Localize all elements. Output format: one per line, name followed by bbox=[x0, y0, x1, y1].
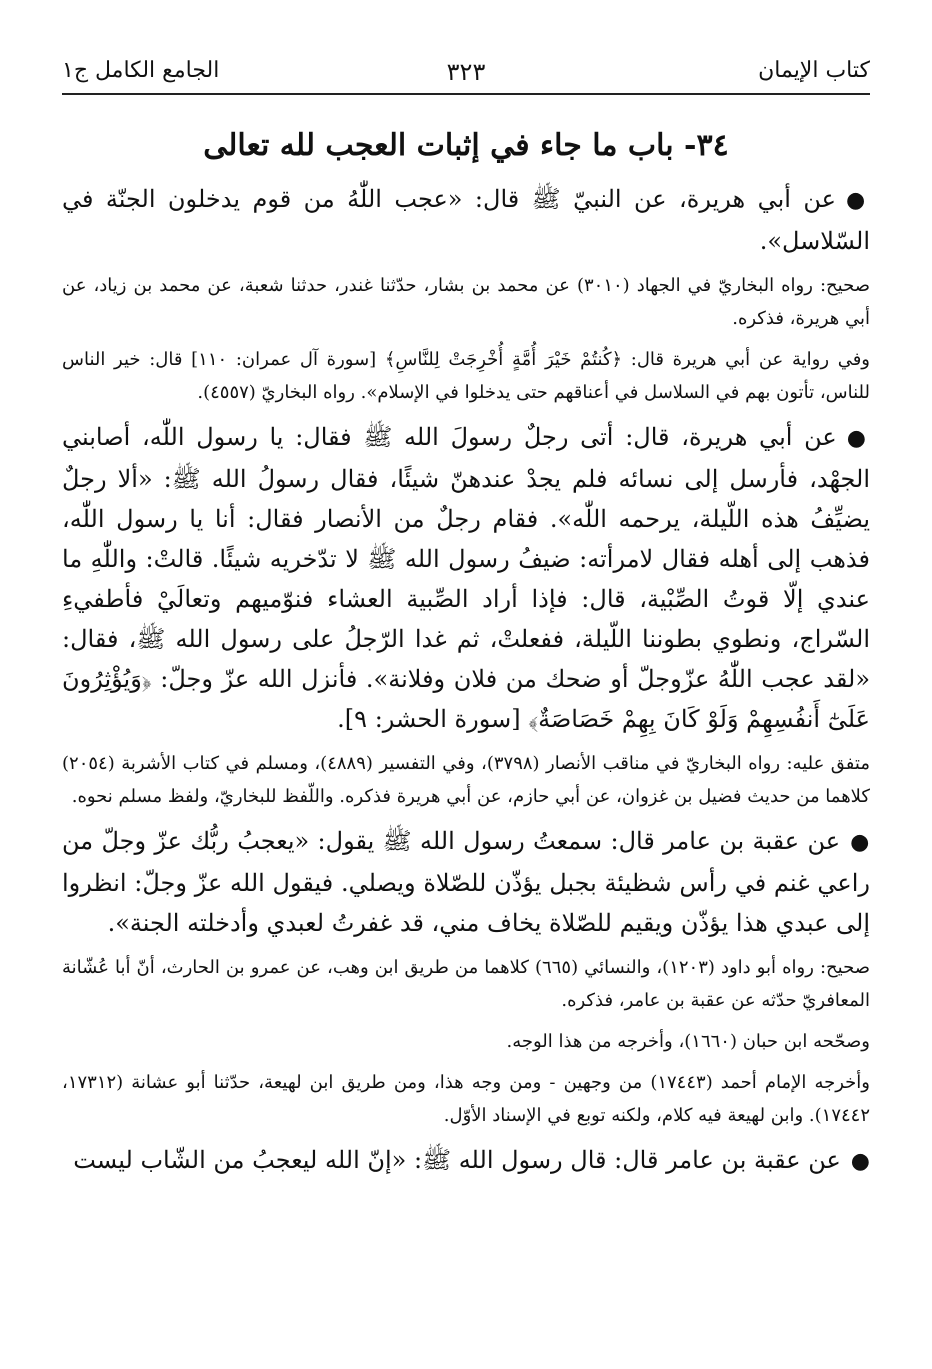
commentary-paragraph bbox=[62, 747, 870, 813]
paragraph-text: عن أبي هريرة، قال: أتى رجلٌ رسولَ الله ﷺ فقال: يا رسول اللّٰه، أصابني الجهْد، فأرسل إلى نسائه فلم يجدْ عندهنّ شيئًا، فقال رسولُ الله ﷺ: «ألا رجلٌ يضيِّفُ هذه اللّيلة، يرحمه اللّٰه». فقام رجلٌ من الأنصار فقال: أنا يا رسول اللّٰه، فذهب إلى أهله فقال لامرأته: ضيفُ رسول الله ﷺ لا تدّخريه شيئًا. قالتْ: واللّٰهِ ما عندي إلّا قوتُ الصِّبْية، قال: فإذا أراد الصِّبية العشاء فنوّميهم وتعالَيْ فأطفيءِ السّراج، ونطوي بطوننا اللّيلة، ففعلتْ، ثم غدا الرّجلُ على رسول الله ﷺ، فقال: «لقد عجب اللّٰهُ عزّوجلّ أو ضحك من فلان وفلانة». فأنزل الله عزّ وجلّ: ﴿وَيُؤْثِرُونَ عَلَىٰٓ أَنفُسِهِمْ وَلَوْ كَانَ بِهِمْ خَصَاصَةٌ﴾ [سورة الحشر: ٩]. bbox=[62, 423, 870, 733]
paragraph-text: عن عقبة بن عامر قال: سمعتُ رسول الله ﷺ يقول: «يعجبُ ربُّك عزّ وجلّ من راعي غنم في رأس شظيئة بجبل يؤذّن للصّلاة ويصلي. فيقول الله عزّ وجلّ: انظروا إلى عبدي هذا يؤذّن ويقيم للصّلاة يخاف مني، قد غفرتُ لعبدي وأدخلته الجنة». bbox=[62, 827, 870, 937]
hadith-paragraph bbox=[62, 417, 870, 739]
hadith-paragraph bbox=[62, 179, 870, 261]
header-book-title: كتاب الإيمان bbox=[758, 58, 870, 83]
commentary-paragraph bbox=[62, 1025, 870, 1058]
commentary-paragraph bbox=[62, 343, 870, 409]
bullet-icon: ● bbox=[850, 1149, 870, 1174]
paragraph-text: صحيح: رواه البخاريّ في الجهاد (٣٠١٠) عن محمد بن بشار، حدّثنا غندر، حدثنا شعبة، عن محمد بن زياد، عن أبي هريرة، فذكره. bbox=[62, 275, 870, 329]
commentary-paragraph bbox=[62, 269, 870, 335]
bullet-icon: ● bbox=[846, 188, 871, 213]
hadith-paragraph bbox=[62, 1140, 870, 1182]
paragraph-text: متفق عليه: رواه البخاريّ في مناقب الأنصار (٣٧٩٨)، وفي التفسير (٤٨٨٩)، ومسلم في كتاب الأشربة (٢٠٥٤) كلاهما من حديث فضيل بن غزوان، عن أبي حازم، عن أبي هريرة فذكره. واللّفظ للبخاريّ، ولفظ مسلم نحوه. bbox=[62, 753, 870, 807]
paragraph-text: عن أبي هريرة، عن النبيّ ﷺ قال: «عجب اللّٰهُ من قوم يدخلون الجنّة في السّلاسل». bbox=[62, 185, 870, 255]
paragraph-text: عن عقبة بن عامر قال: قال رسول الله ﷺ: «إنّ الله ليعجبُ من الشّاب ليست bbox=[73, 1146, 841, 1174]
header-volume: الجامع الكامل ج١ bbox=[62, 58, 220, 83]
commentary-paragraph bbox=[62, 1066, 870, 1132]
paragraph-text: وصحّحه ابن حبان (١٦٦٠)، وأخرجه من هذا الوجه. bbox=[506, 1031, 870, 1052]
page-body bbox=[62, 118, 870, 1190]
commentary-paragraph bbox=[62, 951, 870, 1017]
hadith-paragraph bbox=[62, 821, 870, 943]
running-header bbox=[62, 52, 870, 92]
paragraph-text: صحيح: رواه أبو داود (١٢٠٣)، والنسائي (٦٦٥) كلاهما من طريق ابن وهب، عن عمرو بن الحارث، أنّ أبا عُشّانة المعافريّ حدّثه عن عقبة بن عامر، فذكره. bbox=[62, 957, 871, 1011]
paragraph-text: وفي رواية عن أبي هريرة قال: ﴿كُنتُمْ خَيْرَ أُمَّةٍ أُخْرِجَتْ لِلنَّاسِ﴾ [سورة آل عمران: ١١٠] قال: خير الناس للناس، تأتون بهم في السلاسل في أعناقهم حتى يدخلوا في الإسلام». رواه البخاريّ (٤٥٥٧). bbox=[62, 349, 870, 403]
bullet-icon: ● bbox=[850, 830, 870, 855]
chapter-title: ٣٤- باب ما جاء في إثبات العجب لله تعالى bbox=[203, 128, 729, 163]
header-rule bbox=[62, 93, 870, 95]
paragraph-text: وأخرجه الإمام أحمد (١٧٤٤٣) من وجهين - ومن وجه هذا، ومن طريق ابن لهيعة، حدّثنا أبو عشانة (١٧٣١٢، ١٧٤٤٢). وابن لهيعة فيه كلام، ولكنه توبع في الإسناد الأوّل. bbox=[62, 1072, 870, 1126]
paragraph-list bbox=[62, 179, 870, 1182]
page-number: ٣٢٣ bbox=[446, 58, 486, 86]
bullet-icon: ● bbox=[846, 426, 870, 451]
